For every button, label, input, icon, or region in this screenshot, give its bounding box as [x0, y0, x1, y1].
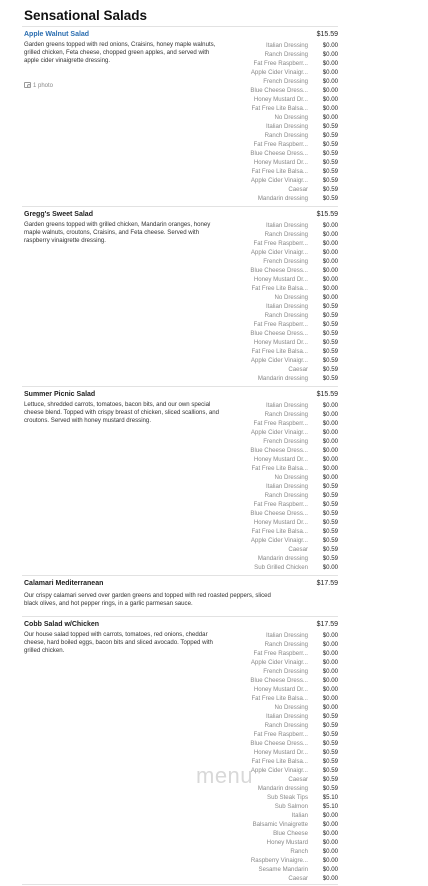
option-price: $0.00	[322, 96, 338, 103]
item-price: $15.59	[316, 391, 338, 398]
option-row[interactable]	[232, 748, 338, 757]
option-row[interactable]	[232, 527, 338, 536]
option-row[interactable]	[232, 482, 338, 491]
option-price: $0.59	[322, 159, 338, 166]
option-label: Blue Cheese	[273, 830, 308, 837]
option-label: Mandarin dressing	[257, 785, 308, 792]
option-row[interactable]	[232, 248, 338, 257]
option-row[interactable]	[232, 658, 338, 667]
option-price: $0.00	[322, 78, 338, 85]
option-price: $0.59	[322, 528, 338, 535]
menu-item-cobb-salad-chicken	[22, 621, 338, 883]
option-label: Apple Cider Vinaigr...	[250, 537, 308, 544]
divider	[22, 575, 338, 576]
option-label: Fat Free Lite Balsa...	[251, 168, 308, 175]
option-price: $0.00	[322, 857, 338, 864]
menu-item-greggs-sweet-salad	[22, 211, 338, 383]
option-row[interactable]	[232, 437, 338, 446]
option-label: Italian Dressing	[266, 222, 308, 229]
option-price: $0.59	[322, 132, 338, 139]
option-price: $0.00	[322, 69, 338, 76]
option-price: $0.00	[322, 438, 338, 445]
option-label: Caesar	[288, 546, 308, 553]
option-price: $0.00	[322, 402, 338, 409]
option-row[interactable]	[232, 464, 338, 473]
option-row[interactable]	[232, 793, 338, 802]
option-label: Fat Free Raspberr...	[253, 650, 308, 657]
option-price: $0.59	[322, 492, 338, 499]
option-price: $0.00	[322, 875, 338, 882]
option-row[interactable]	[232, 455, 338, 464]
option-label: Italian Dressing	[266, 713, 308, 720]
option-label: No Dressing	[274, 474, 308, 481]
option-price: $0.00	[322, 114, 338, 121]
option-price: $0.59	[322, 348, 338, 355]
option-label: Fat Free Raspberr...	[253, 321, 308, 328]
option-label: Ranch Dressing	[264, 492, 308, 499]
option-row[interactable]	[232, 176, 338, 185]
item-price: $15.59	[316, 211, 338, 218]
option-price: $0.59	[322, 713, 338, 720]
option-price: $0.00	[322, 839, 338, 846]
option-label: Fat Free Lite Balsa...	[251, 528, 308, 535]
divider	[22, 206, 338, 207]
option-price: $0.59	[322, 366, 338, 373]
option-row[interactable]	[232, 185, 338, 194]
item-name[interactable]: Apple Walnut Salad	[24, 31, 90, 38]
option-label: Italian Dressing	[266, 402, 308, 409]
option-price: $0.00	[322, 222, 338, 229]
item-name[interactable]: Calamari Mediterranean	[24, 580, 104, 587]
option-row[interactable]	[232, 730, 338, 739]
option-list	[232, 41, 338, 203]
photo-link[interactable]	[24, 82, 53, 89]
option-label: Ranch Dressing	[264, 722, 308, 729]
option-row[interactable]	[232, 221, 338, 230]
option-row[interactable]	[232, 329, 338, 338]
option-label: Honey Mustard Dr...	[253, 339, 308, 346]
option-label: Mandarin dressing	[257, 375, 308, 382]
item-name[interactable]: Gregg's Sweet Salad	[24, 211, 93, 218]
option-price: $0.59	[322, 150, 338, 157]
option-price: $0.59	[322, 357, 338, 364]
option-row[interactable]	[232, 428, 338, 437]
option-price: $0.59	[322, 519, 338, 526]
option-price: $0.00	[322, 632, 338, 639]
option-row[interactable]	[232, 694, 338, 703]
option-row[interactable]	[232, 320, 338, 329]
option-price: $0.00	[322, 42, 338, 49]
option-label: Sub Grilled Chicken	[254, 564, 308, 571]
option-row[interactable]	[232, 838, 338, 847]
option-label: Blue Cheese Dress...	[250, 510, 308, 517]
option-price: $0.59	[322, 767, 338, 774]
option-row[interactable]	[232, 500, 338, 509]
option-row[interactable]	[232, 365, 338, 374]
option-list	[232, 631, 338, 883]
item-price: $17.59	[316, 621, 338, 628]
item-description: Our house salad topped with carrots, tomatoes, red onions, cheddar cheese, hard boiled eggs, bacon bits and sliced avocado. Topped with grilled chicken.	[24, 631, 213, 655]
option-price: $0.00	[322, 60, 338, 67]
option-label: Balsamic Vinaigrette	[252, 821, 308, 828]
option-label: No Dressing	[274, 294, 308, 301]
option-label: Ranch Dressing	[264, 312, 308, 319]
option-label: No Dressing	[274, 704, 308, 711]
option-row[interactable]	[232, 473, 338, 482]
option-label: Fat Free Raspberr...	[253, 420, 308, 427]
divider	[22, 884, 338, 885]
option-price: $0.00	[322, 812, 338, 819]
option-price: $0.59	[322, 177, 338, 184]
option-price: $0.00	[322, 474, 338, 481]
item-description: Lettuce, shredded carrots, tomatoes, bacon bits, and our own special cheese blend. Topped with crispy breast of chicken, sliced scallions, and croutons. Served with honey mustard dressing.	[24, 401, 219, 425]
option-price: $0.59	[322, 330, 338, 337]
option-label: Italian	[291, 812, 308, 819]
option-label: Italian Dressing	[266, 632, 308, 639]
option-price: $0.00	[322, 564, 338, 571]
option-row[interactable]	[232, 545, 338, 554]
option-list	[232, 221, 338, 383]
option-label: Fat Free Raspberr...	[253, 501, 308, 508]
option-price: $0.59	[322, 740, 338, 747]
option-row[interactable]	[232, 802, 338, 811]
divider	[22, 386, 338, 387]
option-row[interactable]	[232, 95, 338, 104]
option-label: Honey Mustard Dr...	[253, 456, 308, 463]
option-row[interactable]	[232, 536, 338, 545]
option-price: $0.59	[322, 758, 338, 765]
option-price: $0.59	[322, 195, 338, 202]
option-price: $0.00	[322, 686, 338, 693]
option-label: Fat Free Raspberr...	[253, 60, 308, 67]
option-row[interactable]	[232, 739, 338, 748]
option-row[interactable]	[232, 59, 338, 68]
option-row[interactable]	[232, 820, 338, 829]
option-price: $5.10	[322, 794, 338, 801]
option-row[interactable]	[232, 266, 338, 275]
item-description: Garden greens topped with grilled chicken, Mandarin oranges, honey maple walnuts, croutons, Craisins, and Feta cheese. Served with raspberry vinaigrette dressing.	[24, 221, 211, 245]
option-row[interactable]	[232, 239, 338, 248]
item-description: Our crispy calamari served over garden greens and topped with red roasted peppers, sliced black olives, and hot pepper rings, in a garlic parmesan sauce.	[24, 592, 271, 608]
option-price: $0.59	[322, 123, 338, 130]
option-label: Apple Cider Vinaigr...	[250, 429, 308, 436]
option-label: Fat Free Lite Balsa...	[251, 695, 308, 702]
option-price: $0.59	[322, 168, 338, 175]
option-label: Sesame Mandarin	[258, 866, 308, 873]
option-label: Honey Mustard Dr...	[253, 686, 308, 693]
option-price: $0.00	[322, 659, 338, 666]
option-label: French Dressing	[263, 78, 308, 85]
option-row[interactable]	[232, 122, 338, 131]
option-price: $5.10	[322, 803, 338, 810]
option-label: Ranch Dressing	[264, 231, 308, 238]
option-list	[232, 401, 338, 572]
option-row[interactable]	[232, 140, 338, 149]
option-label: Fat Free Raspberr...	[253, 731, 308, 738]
option-price: $0.59	[322, 776, 338, 783]
option-price: $0.59	[322, 321, 338, 328]
option-price: $0.00	[322, 447, 338, 454]
option-price: $0.00	[322, 695, 338, 702]
option-row[interactable]	[232, 631, 338, 640]
option-price: $0.00	[322, 821, 338, 828]
option-price: $0.59	[322, 375, 338, 382]
option-label: Ranch Dressing	[264, 51, 308, 58]
title-divider	[22, 26, 338, 27]
option-row[interactable]	[232, 77, 338, 86]
option-label: Mandarin dressing	[257, 195, 308, 202]
option-price: $0.59	[322, 555, 338, 562]
option-price: $0.00	[322, 641, 338, 648]
option-label: No Dressing	[274, 114, 308, 121]
option-row[interactable]	[232, 563, 338, 572]
option-label: Honey Mustard	[266, 839, 308, 846]
option-label: French Dressing	[263, 258, 308, 265]
option-row[interactable]	[232, 865, 338, 874]
option-row[interactable]	[232, 338, 338, 347]
option-label: French Dressing	[263, 438, 308, 445]
option-row[interactable]	[232, 347, 338, 356]
option-price: $0.00	[322, 285, 338, 292]
option-price: $0.59	[322, 785, 338, 792]
option-label: Ranch Dressing	[264, 132, 308, 139]
option-label: French Dressing	[263, 668, 308, 675]
option-row[interactable]	[232, 667, 338, 676]
option-price: $0.00	[322, 231, 338, 238]
option-row[interactable]	[232, 311, 338, 320]
option-row[interactable]	[232, 167, 338, 176]
option-row[interactable]	[232, 518, 338, 527]
option-price: $0.00	[322, 105, 338, 112]
option-price: $0.00	[322, 456, 338, 463]
option-row[interactable]	[232, 113, 338, 122]
option-label: Caesar	[288, 366, 308, 373]
option-label: Honey Mustard Dr...	[253, 159, 308, 166]
option-label: Blue Cheese Dress...	[250, 740, 308, 747]
option-price: $0.00	[322, 411, 338, 418]
option-label: Fat Free Raspberr...	[253, 240, 308, 247]
option-row[interactable]	[232, 284, 338, 293]
option-price: $0.00	[322, 668, 338, 675]
menu-item-calamari-mediterranean	[22, 580, 338, 616]
option-price: $0.59	[322, 722, 338, 729]
option-price: $0.59	[322, 510, 338, 517]
item-description: Garden greens topped with red onions, Craisins, honey maple walnuts, grilled chicken, Feta cheese, chopped green apples, and served with apple cider vinaigrette dressing.	[24, 41, 216, 65]
item-price: $17.59	[316, 580, 338, 587]
option-label: Apple Cider Vinaigr...	[250, 249, 308, 256]
page-title: Sensational Salads	[24, 8, 148, 23]
option-label: Caesar	[288, 776, 308, 783]
option-price: $0.59	[322, 731, 338, 738]
photo-count: 1 photo	[33, 83, 54, 89]
option-price: $0.00	[322, 677, 338, 684]
option-row[interactable]	[232, 158, 338, 167]
option-label: Apple Cider Vinaigr...	[250, 659, 308, 666]
option-row[interactable]	[232, 491, 338, 500]
divider	[22, 616, 338, 617]
option-label: Honey Mustard Dr...	[253, 749, 308, 756]
menu-item-summer-picnic-salad	[22, 391, 338, 572]
option-row[interactable]	[232, 230, 338, 239]
option-price: $0.00	[322, 650, 338, 657]
option-row[interactable]	[232, 712, 338, 721]
option-row[interactable]	[232, 829, 338, 838]
option-row[interactable]	[232, 293, 338, 302]
option-label: Ranch Dressing	[264, 641, 308, 648]
option-row[interactable]	[232, 104, 338, 113]
option-price: $0.59	[322, 501, 338, 508]
option-price: $0.59	[322, 749, 338, 756]
option-label: Fat Free Lite Balsa...	[251, 105, 308, 112]
option-price: $0.59	[322, 537, 338, 544]
option-row[interactable]	[232, 275, 338, 284]
option-row[interactable]	[232, 356, 338, 365]
option-price: $0.00	[322, 87, 338, 94]
option-label: Apple Cider Vinaigr...	[250, 177, 308, 184]
option-price: $0.00	[322, 848, 338, 855]
menu-item-apple-walnut-salad	[22, 31, 338, 203]
option-label: Apple Cider Vinaigr...	[250, 357, 308, 364]
option-label: Fat Free Lite Balsa...	[251, 465, 308, 472]
option-price: $0.00	[322, 704, 338, 711]
option-row[interactable]	[232, 86, 338, 95]
option-label: Honey Mustard Dr...	[253, 276, 308, 283]
option-label: Blue Cheese Dress...	[250, 330, 308, 337]
option-row[interactable]	[232, 131, 338, 140]
option-row[interactable]	[232, 649, 338, 658]
option-label: Fat Free Lite Balsa...	[251, 285, 308, 292]
option-label: Sub Salmon	[274, 803, 308, 810]
option-price: $0.59	[322, 339, 338, 346]
option-label: Italian Dressing	[266, 303, 308, 310]
option-row[interactable]	[232, 419, 338, 428]
option-price: $0.00	[322, 51, 338, 58]
option-row[interactable]	[232, 847, 338, 856]
option-row[interactable]	[232, 811, 338, 820]
option-row[interactable]	[232, 676, 338, 685]
option-row[interactable]	[232, 194, 338, 203]
option-price: $0.00	[322, 830, 338, 837]
option-row[interactable]	[232, 50, 338, 59]
option-label: Caesar	[288, 186, 308, 193]
option-label: Honey Mustard Dr...	[253, 96, 308, 103]
item-name[interactable]: Summer Picnic Salad	[24, 391, 96, 398]
option-row[interactable]	[232, 149, 338, 158]
option-label: Blue Cheese Dress...	[250, 677, 308, 684]
option-row[interactable]	[232, 856, 338, 865]
option-price: $0.00	[322, 429, 338, 436]
option-price: $0.59	[322, 141, 338, 148]
item-price: $15.59	[316, 31, 338, 38]
option-label: Honey Mustard Dr...	[253, 519, 308, 526]
option-price: $0.59	[322, 186, 338, 193]
option-row[interactable]	[232, 410, 338, 419]
option-row[interactable]	[232, 401, 338, 410]
option-row[interactable]	[232, 640, 338, 649]
option-row[interactable]	[232, 41, 338, 50]
option-price: $0.59	[322, 483, 338, 490]
option-label: Ranch	[290, 848, 308, 855]
option-label: Italian Dressing	[266, 42, 308, 49]
option-label: Mandarin dressing	[257, 555, 308, 562]
item-name[interactable]: Cobb Salad w/Chicken	[24, 621, 100, 628]
option-price: $0.00	[322, 276, 338, 283]
option-price: $0.00	[322, 294, 338, 301]
option-label: Apple Cider Vinaigr...	[250, 767, 308, 774]
option-label: Blue Cheese Dress...	[250, 87, 308, 94]
option-row[interactable]	[232, 68, 338, 77]
option-price: $0.00	[322, 420, 338, 427]
option-price: $0.00	[322, 267, 338, 274]
option-row[interactable]	[232, 446, 338, 455]
option-price: $0.59	[322, 546, 338, 553]
option-label: Raspberry Vinaigre...	[250, 857, 308, 864]
option-price: $0.59	[322, 312, 338, 319]
watermark-logo: menu	[196, 763, 254, 788]
option-row[interactable]	[232, 509, 338, 518]
option-row[interactable]	[232, 685, 338, 694]
option-label: Apple Cider Vinaigr...	[250, 69, 308, 76]
option-row[interactable]	[232, 874, 338, 883]
option-row[interactable]	[232, 302, 338, 311]
option-price: $0.59	[322, 303, 338, 310]
option-label: Blue Cheese Dress...	[250, 447, 308, 454]
option-label: Italian Dressing	[266, 123, 308, 130]
camera-icon	[24, 82, 31, 88]
option-price: $0.00	[322, 258, 338, 265]
option-row[interactable]	[232, 554, 338, 563]
option-label: Fat Free Raspberr...	[253, 141, 308, 148]
option-row[interactable]	[232, 703, 338, 712]
option-row[interactable]	[232, 721, 338, 730]
option-row[interactable]	[232, 374, 338, 383]
option-price: $0.00	[322, 249, 338, 256]
option-label: Italian Dressing	[266, 483, 308, 490]
option-row[interactable]	[232, 257, 338, 266]
option-label: Caesar	[288, 875, 308, 882]
option-price: $0.00	[322, 465, 338, 472]
option-price: $0.00	[322, 866, 338, 873]
option-price: $0.00	[322, 240, 338, 247]
option-label: Fat Free Lite Balsa...	[251, 758, 308, 765]
option-label: Ranch Dressing	[264, 411, 308, 418]
option-label: Blue Cheese Dress...	[250, 267, 308, 274]
option-label: Fat Free Lite Balsa...	[251, 348, 308, 355]
option-label: Sub Steak Tips	[267, 794, 308, 801]
option-label: Blue Cheese Dress...	[250, 150, 308, 157]
